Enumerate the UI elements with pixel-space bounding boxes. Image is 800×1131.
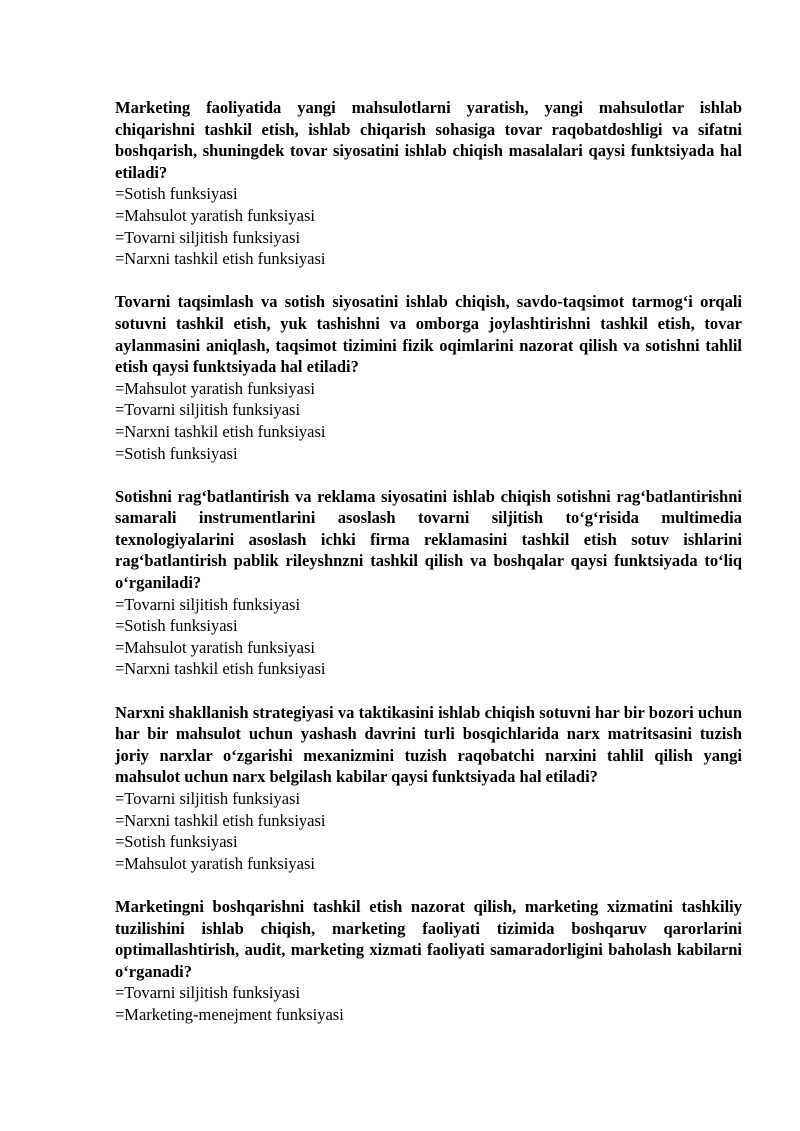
answer-option: =Sotish funksiyasi <box>115 184 238 204</box>
question-text: Marketingni boshqarishni tashkil etish nazorat qilish, marketing xizmatini tashkiliy tuzilishini ishlab chiqish, marketing faoliyati tizimida boshqaruv qarorlarini optimallashtirish, audit, marketing xizmati faoliyati samaradorligini baholash kabilarni o‘rganadi? <box>115 896 742 981</box>
answer-option: =Narxni tashkil etish funksiyasi <box>115 421 326 441</box>
answer-option: =Sotish funksiyasi <box>115 616 238 636</box>
answer-option: =Sotish funksiyasi <box>115 443 238 463</box>
question-text: Marketing faoliyatida yangi mahsulotlarni yaratish, yangi mahsulotlar ishlab chiqarishni tashkil etish, ishlab chiqarish sohasiga tovar raqobatdoshligi va sifatni boshqarish, shuningdek tovar siyosatini ishlab chiqish masalalari qaysi funktsiyada hal etiladi? <box>115 98 742 182</box>
answer-option: =Mahsulot yaratish funksiyasi <box>115 205 315 225</box>
answer-option: =Marketing-menejment funksiyasi <box>115 1004 344 1024</box>
answer-option: =Narxni tashkil etish funksiyasi <box>115 810 326 830</box>
answer-option: =Tovarni siljitish funksiyasi <box>115 594 301 614</box>
question-block-3 <box>115 486 742 680</box>
answer-option: =Tovarni siljitish funksiyasi <box>115 983 301 1003</box>
question-text: Sotishni rag‘batlantirish va reklama siyosatini ishlab chiqish sotishni rag‘batlantirishni samarali instrumentlarini asoslash tovarni siljitish to‘g‘risida multimedia texnologiyalarini asoslash ichki firma reklamasini tashkil etish sotuv ishlarini rag‘batlantirish pablik rileyshnzni tashkil qilish va boshqalar qaysi funktsiyada to‘liq o‘rganiladi? <box>115 486 742 593</box>
question-text: Tovarni taqsimlash va sotish siyosatini ishlab chiqish, savdo-taqsimot tarmog‘i orqali sotuvni tashkil etish, yuk tashishni va omborga joylashtirishni tashkil etish, tovar aylanmasini aniqlash, taqsimot tizimini fizik oqimlarini nazorat qilish va sotishni tahlil etish qaysi funktsiyada hal etiladi? <box>115 292 742 377</box>
question-text: Narxni shakllanish strategiyasi va taktikasini ishlab chiqish sotuvni har bir bozori uchun har bir mahsulot uchun yashash davrini turli bosqichlarida narx matritsasini tuzish joriy narxlar o‘zgarishi mexanizmini tuzish raqobatchi narxini tahlil qilish yangi mahsulot uchun narx belgilash kabilar qaysi funktsiyada hal etiladi? <box>115 702 742 787</box>
answer-option: =Sotish funksiyasi <box>115 832 238 852</box>
document-page <box>115 97 742 1047</box>
answer-option: =Mahsulot yaratish funksiyasi <box>115 853 315 873</box>
answer-option: =Mahsulot yaratish funksiyasi <box>115 378 315 398</box>
question-block-4 <box>115 702 742 875</box>
question-block-1 <box>115 97 742 270</box>
answer-option: =Tovarni siljitish funksiyasi <box>115 789 301 808</box>
answer-option: =Narxni tashkil etish funksiyasi <box>115 659 326 679</box>
question-block-2 <box>115 291 742 464</box>
answer-option: =Tovarni siljitish funksiyasi <box>115 400 301 420</box>
answer-option: =Narxni tashkil etish funksiyasi <box>115 249 326 269</box>
answer-option: =Mahsulot yaratish funksiyasi <box>115 637 315 657</box>
question-block-5 <box>115 896 742 1026</box>
answer-option: =Tovarni siljitish funksiyasi <box>115 227 301 247</box>
